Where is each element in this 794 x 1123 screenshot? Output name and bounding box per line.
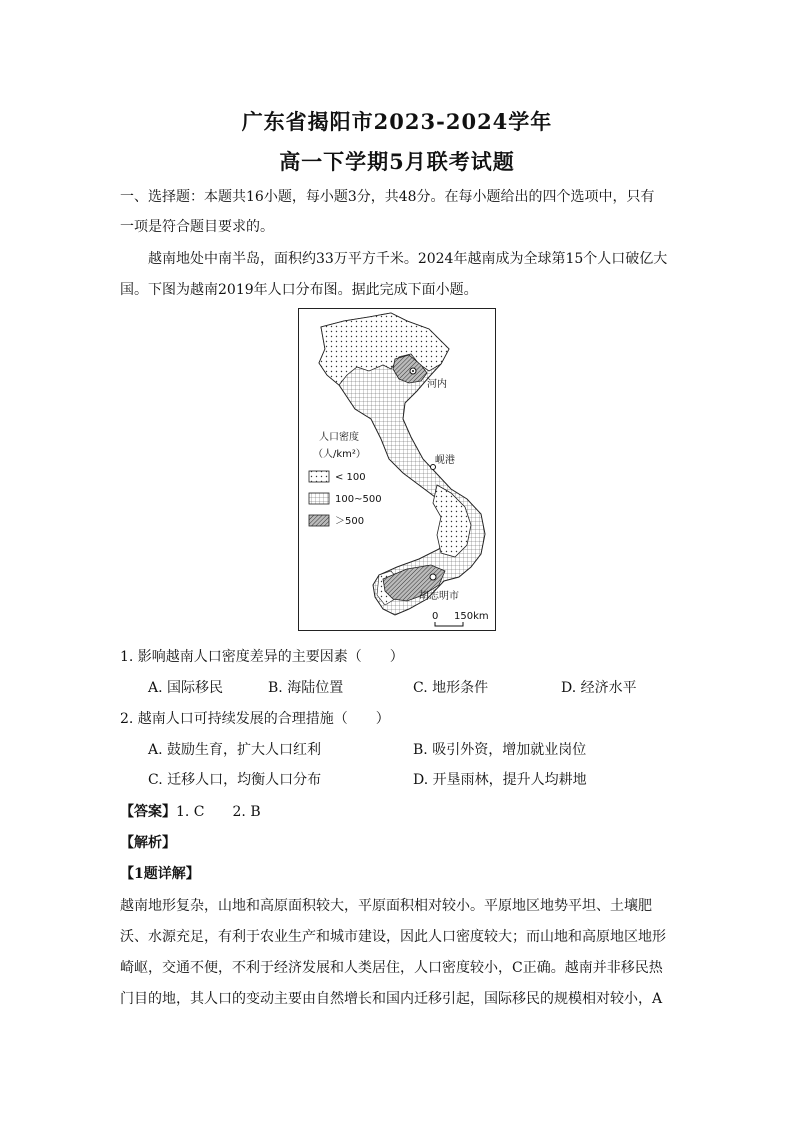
- legend-swatch-low: [309, 471, 329, 482]
- scale-zero: 0: [432, 611, 439, 622]
- label-hanoi: 河内: [427, 379, 447, 390]
- q1-option-b: B. 海陆位置: [268, 680, 344, 696]
- label-danang: 岘港: [435, 455, 455, 466]
- legend-item-mid: 100~500: [335, 494, 382, 505]
- scale-bar: [435, 622, 463, 626]
- intro-line2: 国。下图为越南2019年人口分布图。据此完成下面小题。: [120, 282, 478, 298]
- q2-option-d: D. 开垦雨林，提升人均耕地: [413, 772, 587, 788]
- answer-line: [120, 801, 261, 821]
- q1-stem: 1. 影响越南人口密度差异的主要因素（ ）: [120, 649, 404, 665]
- analysis-label: 【解析】: [120, 835, 176, 851]
- label-hcm: 胡志明市: [419, 591, 459, 602]
- q1-option-c: C. 地形条件: [413, 680, 489, 696]
- intro-line1: 越南地处中南半岛，面积约33万平方千米。2024年越南成为全球第15个人口破亿大: [148, 251, 668, 267]
- section-instruction-line1: 一、选择题：本题共16小题，每小题3分，共48分。在每小题给出的四个选项中，只有: [120, 189, 655, 205]
- q2-option-a: A. 鼓励生育，扩大人口红利: [148, 742, 322, 758]
- doc-title-line1: 广东省揭阳市2023-2024学年: [241, 109, 553, 134]
- legend-swatch-mid: [309, 493, 329, 504]
- q1-option-d: D. 经济水平: [561, 680, 637, 696]
- detail-label: 【1题详解】: [120, 866, 200, 882]
- legend-item-high: ＞500: [335, 516, 365, 527]
- legend-title2: （人/km²）: [313, 449, 366, 460]
- legend-swatch-high: [309, 515, 329, 526]
- legend-item-low: < 100: [335, 472, 366, 483]
- legend-title1: 人口密度: [319, 432, 359, 443]
- answer-text: 1. C 2. B: [176, 804, 261, 820]
- vietnam-population-map: [298, 308, 496, 631]
- scale-label: 150km: [454, 611, 489, 622]
- q2-stem: 2. 越南人口可持续发展的合理措施（ ）: [120, 711, 390, 727]
- detail-line2: 沃、水源充足，有利于农业生产和城市建设，因此人口密度较大；而山地和高原地区地形: [120, 929, 666, 945]
- answer-label: 【答案】: [120, 804, 176, 820]
- q1-option-a: A. 国际移民: [148, 680, 224, 696]
- doc-title-line2: 高一下学期5月联考试题: [279, 149, 515, 174]
- section-instruction-line2: 一项是符合题目要求的。: [120, 219, 274, 235]
- region-central-low: [433, 485, 471, 557]
- detail-line4: 门目的地，其人口的变动主要由自然增长和国内迁移引起，国际移民的规模相对较小，A: [120, 991, 663, 1007]
- q2-option-c: C. 迁移人口，均衡人口分布: [148, 772, 322, 788]
- detail-line3: 崎岖，交通不便，不利于经济发展和人类居住，人口密度较小，C正确。越南并非移民热: [120, 960, 663, 976]
- q2-option-b: B. 吸引外资，增加就业岗位: [413, 742, 587, 758]
- map-graphic: [299, 309, 495, 630]
- detail-line1: 越南地形复杂，山地和高原面积较大，平原面积相对较小。平原地区地势平坦、土壤肥: [120, 898, 652, 914]
- hcm-marker: [430, 574, 436, 580]
